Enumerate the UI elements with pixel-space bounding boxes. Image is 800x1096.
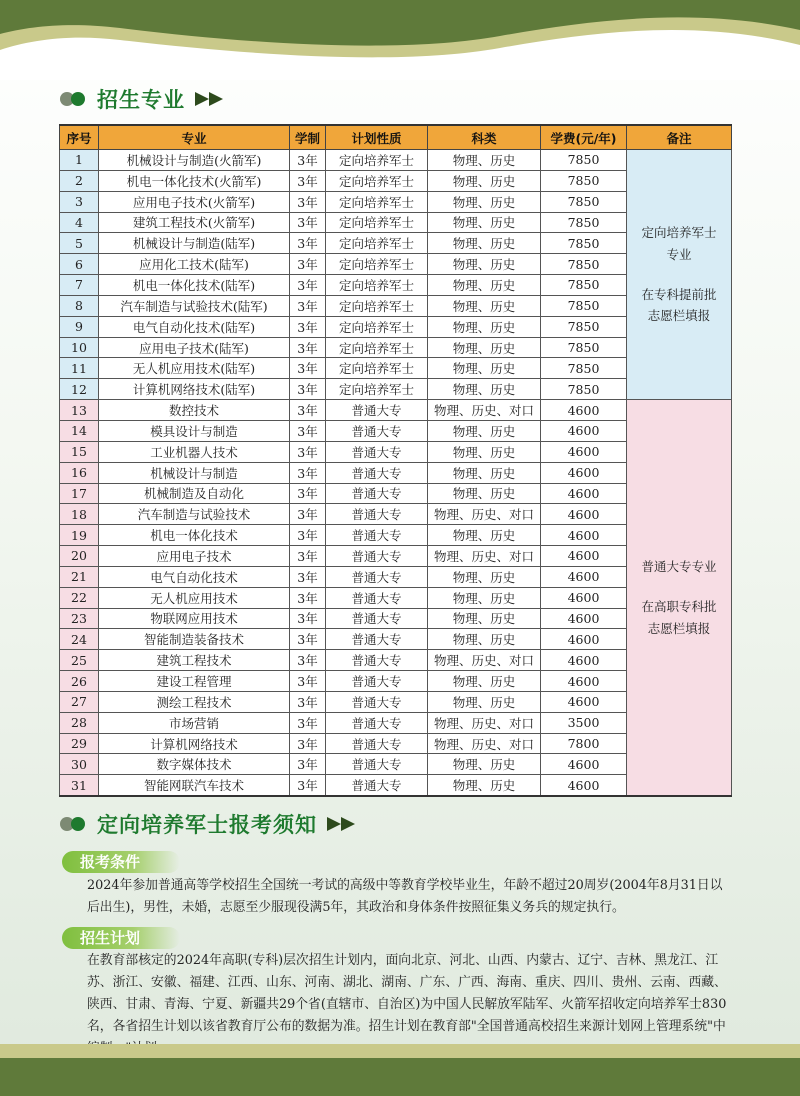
major-name: 智能制造装备技术: [99, 629, 290, 650]
subject-category: 物理、历史: [428, 150, 541, 171]
major-name: 电气自动化技术: [99, 566, 290, 587]
table-row: [60, 150, 732, 171]
duration: 3年: [290, 420, 326, 441]
plan-nature: 定向培养军士: [326, 233, 428, 254]
duration: 3年: [290, 566, 326, 587]
row-number: 24: [60, 629, 99, 650]
subject-category: 物理、历史: [428, 275, 541, 296]
duration: 3年: [290, 275, 326, 296]
row-number: 17: [60, 483, 99, 504]
major-name: 建筑工程技术(火箭军): [99, 212, 290, 233]
major-name: 数字媒体技术: [99, 754, 290, 775]
row-number: 25: [60, 650, 99, 671]
subject-category: 物理、历史: [428, 212, 541, 233]
major-name: 建筑工程技术: [99, 650, 290, 671]
tuition-fee: 4600: [541, 629, 627, 650]
subject-category: 物理、历史: [428, 316, 541, 337]
conditions-paragraph: [87, 875, 732, 919]
plan-nature: 定向培养军士: [326, 358, 428, 379]
plan-nature: 普通大专: [326, 525, 428, 546]
tuition-fee: 4600: [541, 546, 627, 567]
major-name: 工业机器人技术: [99, 441, 290, 462]
duration: 3年: [290, 546, 326, 567]
tuition-fee: 4600: [541, 566, 627, 587]
plan-nature: 普通大专: [326, 733, 428, 754]
major-name: 应用电子技术(火箭军): [99, 191, 290, 212]
subject-category: 物理、历史、对口: [428, 712, 541, 733]
duration: 3年: [290, 587, 326, 608]
tuition-fee: 7850: [541, 295, 627, 316]
plan-nature: 普通大专: [326, 504, 428, 525]
plan-nature: 定向培养军士: [326, 170, 428, 191]
remark-text: 专业: [666, 246, 692, 262]
table-header-row: [60, 125, 732, 150]
subject-category: 物理、历史: [428, 462, 541, 483]
row-number: 12: [60, 379, 99, 400]
tuition-fee: 7850: [541, 358, 627, 379]
subject-category: 物理、历史: [428, 295, 541, 316]
subject-category: 物理、历史: [428, 691, 541, 712]
section-title-notice: [60, 809, 359, 839]
row-number: 26: [60, 671, 99, 692]
row-number: 1: [60, 150, 99, 171]
plan-nature: 普通大专: [326, 566, 428, 587]
duration: 3年: [290, 671, 326, 692]
row-number: 31: [60, 775, 99, 796]
row-number: 18: [60, 504, 99, 525]
subject-category: 物理、历史: [428, 420, 541, 441]
plan-nature: 普通大专: [326, 462, 428, 483]
tuition-fee: 7850: [541, 254, 627, 275]
header-cell: 计划性质: [326, 125, 428, 150]
plan-nature: 普通大专: [326, 441, 428, 462]
remark-military: [627, 150, 732, 400]
plan-nature: 定向培养军士: [326, 275, 428, 296]
header-cell: 科类: [428, 125, 541, 150]
subject-category: 物理、历史: [428, 587, 541, 608]
major-name: 机电一体化技术(火箭军): [99, 170, 290, 191]
duration: 3年: [290, 191, 326, 212]
header-cell: 学制: [290, 125, 326, 150]
tuition-fee: 7850: [541, 233, 627, 254]
major-name: 电气自动化技术(陆军): [99, 316, 290, 337]
subject-category: 物理、历史、对口: [428, 650, 541, 671]
row-number: 13: [60, 400, 99, 421]
major-name: 物联网应用技术: [99, 608, 290, 629]
tuition-fee: 7850: [541, 275, 627, 296]
major-name: 计算机网络技术: [99, 733, 290, 754]
major-name: 数控技术: [99, 400, 290, 421]
tuition-fee: 4600: [541, 400, 627, 421]
duration: 3年: [290, 254, 326, 275]
duration: 3年: [290, 150, 326, 171]
remark-text: 定向培养军士: [641, 224, 717, 240]
duration: 3年: [290, 608, 326, 629]
plan-nature: 普通大专: [326, 691, 428, 712]
row-number: 27: [60, 691, 99, 712]
major-name: 机械设计与制造(陆军): [99, 233, 290, 254]
header-cell: 序号: [60, 125, 99, 150]
row-number: 22: [60, 587, 99, 608]
duration: 3年: [290, 337, 326, 358]
plan-nature: 普通大专: [326, 400, 428, 421]
major-name: 无人机应用技术: [99, 587, 290, 608]
duration: 3年: [290, 525, 326, 546]
footer-decoration: [0, 1044, 800, 1096]
tuition-fee: 4600: [541, 650, 627, 671]
major-name: 计算机网络技术(陆军): [99, 379, 290, 400]
duration: 3年: [290, 379, 326, 400]
duration: 3年: [290, 212, 326, 233]
bullet-dot-icon: [71, 817, 85, 831]
tuition-fee: 4600: [541, 775, 627, 796]
major-name: 模具设计与制造: [99, 420, 290, 441]
row-number: 29: [60, 733, 99, 754]
duration: 3年: [290, 483, 326, 504]
plan-nature: 普通大专: [326, 712, 428, 733]
duration: 3年: [290, 295, 326, 316]
remark-text: 在专科提前批: [641, 286, 717, 302]
subheading-conditions: 报考条件: [62, 851, 180, 873]
section-title-majors: [60, 84, 227, 114]
major-name: 测绘工程技术: [99, 691, 290, 712]
duration: 3年: [290, 462, 326, 483]
remark-text: 志愿栏填报: [647, 620, 711, 636]
tuition-fee: 7850: [541, 316, 627, 337]
plan-nature: 普通大专: [326, 650, 428, 671]
row-number: 16: [60, 462, 99, 483]
duration: 3年: [290, 775, 326, 796]
subject-category: 物理、历史: [428, 441, 541, 462]
duration: 3年: [290, 233, 326, 254]
tuition-fee: 7800: [541, 733, 627, 754]
plan-text: 在教育部核定的2024年高职(专科)层次招生计划内，面向北京、河北、山西、内蒙古、辽宁、吉林、黑龙江、江苏、浙江、安徽、福建、江西、山东、河南、湖北、湖南、广东、广西、海南、重庆、四川、贵州、云南、西藏、陕西、甘肃、青海、宁夏、新疆共29个省(直辖市、自治区)为中国人民解放军陆军、火箭军招收定向培养军士830名，各省招生计划以该省教育厅公布的数据为准。招生计划在教育部"全国普通高校招生来源计划网上管理系统"中: [87, 953, 727, 1034]
plan-nature: 定向培养军士: [326, 295, 428, 316]
tuition-fee: 4600: [541, 462, 627, 483]
header-cell: 专业: [99, 125, 290, 150]
plan-nature: 普通大专: [326, 420, 428, 441]
major-name: 机械设计与制造(火箭军): [99, 150, 290, 171]
major-name: 无人机应用技术(陆军): [99, 358, 290, 379]
tuition-fee: 4600: [541, 608, 627, 629]
subject-category: 物理、历史: [428, 608, 541, 629]
duration: 3年: [290, 400, 326, 421]
subject-category: 物理、历史: [428, 483, 541, 504]
subject-category: 物理、历史: [428, 358, 541, 379]
tuition-fee: 4600: [541, 441, 627, 462]
duration: 3年: [290, 358, 326, 379]
tuition-fee: 4600: [541, 483, 627, 504]
tuition-fee: 4600: [541, 420, 627, 441]
subject-category: 物理、历史、对口: [428, 733, 541, 754]
row-number: 23: [60, 608, 99, 629]
tuition-fee: 4600: [541, 671, 627, 692]
duration: 3年: [290, 733, 326, 754]
major-name: 机械制造及自动化: [99, 483, 290, 504]
plan-nature: 普通大专: [326, 608, 428, 629]
bullet-dot-icon: [71, 92, 85, 106]
major-name: 应用电子技术: [99, 546, 290, 567]
row-number: 19: [60, 525, 99, 546]
tuition-fee: 7850: [541, 379, 627, 400]
subject-category: 物理、历史、对口: [428, 546, 541, 567]
subject-category: 物理、历史: [428, 754, 541, 775]
subject-category: 物理、历史: [428, 379, 541, 400]
plan-nature: 定向培养军士: [326, 379, 428, 400]
remark-text: 在高职专科批: [641, 598, 717, 614]
duration: 3年: [290, 441, 326, 462]
tuition-fee: 3500: [541, 712, 627, 733]
plan-nature: 普通大专: [326, 754, 428, 775]
row-number: 15: [60, 441, 99, 462]
tuition-fee: 4600: [541, 587, 627, 608]
subject-category: 物理、历史: [428, 337, 541, 358]
duration: 3年: [290, 629, 326, 650]
section-title-text: 定向培养军士报考须知: [97, 813, 317, 837]
tuition-fee: 4600: [541, 754, 627, 775]
plan-nature: 普通大专: [326, 483, 428, 504]
major-name: 建设工程管理: [99, 671, 290, 692]
tuition-fee: 4600: [541, 504, 627, 525]
duration: 3年: [290, 650, 326, 671]
duration: 3年: [290, 754, 326, 775]
remark-text: 普通大专专业: [641, 558, 717, 574]
plan-nature: 定向培养军士: [326, 316, 428, 337]
row-number: 11: [60, 358, 99, 379]
plan-nature: 定向培养军士: [326, 191, 428, 212]
duration: 3年: [290, 316, 326, 337]
row-number: 20: [60, 546, 99, 567]
conditions-text: 2024年参加普通高等学校招生全国统一考试的高级中等教育学校毕业生，年龄不超过20周岁(2004年8月31日以后出生)，男性，未婚，志愿至少服现役满5年，其政治和身体条件按照征集义务兵的规定执行。: [87, 878, 723, 915]
row-number: 14: [60, 420, 99, 441]
tuition-fee: 4600: [541, 691, 627, 712]
header-decoration: [0, 0, 800, 80]
header-cell: 备注: [627, 125, 732, 150]
row-number: 21: [60, 566, 99, 587]
duration: 3年: [290, 712, 326, 733]
table-row: [60, 400, 732, 421]
subject-category: 物理、历史: [428, 191, 541, 212]
plan-nature: 定向培养军士: [326, 150, 428, 171]
major-name: 应用电子技术(陆军): [99, 337, 290, 358]
row-number: 7: [60, 275, 99, 296]
major-name: 机电一体化技术: [99, 525, 290, 546]
remark-text: 志愿栏填报: [647, 308, 711, 324]
tuition-fee: 7850: [541, 191, 627, 212]
subject-category: 物理、历史: [428, 525, 541, 546]
major-name: 市场营销: [99, 712, 290, 733]
section-title-text: 招生专业: [97, 88, 185, 112]
row-number: 6: [60, 254, 99, 275]
plan-nature: 普通大专: [326, 775, 428, 796]
major-name: 汽车制造与试验技术: [99, 504, 290, 525]
major-name: 机电一体化技术(陆军): [99, 275, 290, 296]
plan-nature: 定向培养军士: [326, 212, 428, 233]
subject-category: 物理、历史: [428, 671, 541, 692]
subject-category: 物理、历史、对口: [428, 504, 541, 525]
subheading-plan: 招生计划: [62, 927, 180, 949]
plan-nature: 普通大专: [326, 629, 428, 650]
major-name: 应用化工技术(陆军): [99, 254, 290, 275]
row-number: 9: [60, 316, 99, 337]
plan-nature: 普通大专: [326, 671, 428, 692]
tuition-fee: 7850: [541, 337, 627, 358]
majors-table: [59, 124, 732, 797]
row-number: 2: [60, 170, 99, 191]
row-number: 3: [60, 191, 99, 212]
row-number: 8: [60, 295, 99, 316]
plan-nature: 普通大专: [326, 587, 428, 608]
plan-nature: 定向培养军士: [326, 254, 428, 275]
tuition-fee: 7850: [541, 170, 627, 191]
major-name: 机械设计与制造: [99, 462, 290, 483]
plan-nature: 普通大专: [326, 546, 428, 567]
duration: 3年: [290, 504, 326, 525]
remark-regular: [627, 400, 732, 797]
double-arrow-icon: [327, 816, 359, 832]
row-number: 4: [60, 212, 99, 233]
subject-category: 物理、历史: [428, 170, 541, 191]
tuition-fee: 7850: [541, 150, 627, 171]
duration: 3年: [290, 170, 326, 191]
subject-category: 物理、历史: [428, 566, 541, 587]
plan-nature: 定向培养军士: [326, 337, 428, 358]
tuition-fee: 7850: [541, 212, 627, 233]
row-number: 30: [60, 754, 99, 775]
duration: 3年: [290, 691, 326, 712]
subject-category: 物理、历史: [428, 254, 541, 275]
subject-category: 物理、历史: [428, 233, 541, 254]
subject-category: 物理、历史: [428, 629, 541, 650]
tuition-fee: 4600: [541, 525, 627, 546]
major-name: 汽车制造与试验技术(陆军): [99, 295, 290, 316]
row-number: 10: [60, 337, 99, 358]
subject-category: 物理、历史: [428, 775, 541, 796]
major-name: 智能网联汽车技术: [99, 775, 290, 796]
subject-category: 物理、历史、对口: [428, 400, 541, 421]
row-number: 28: [60, 712, 99, 733]
double-arrow-icon: [195, 91, 227, 107]
row-number: 5: [60, 233, 99, 254]
header-cell: 学费(元/年): [541, 125, 627, 150]
